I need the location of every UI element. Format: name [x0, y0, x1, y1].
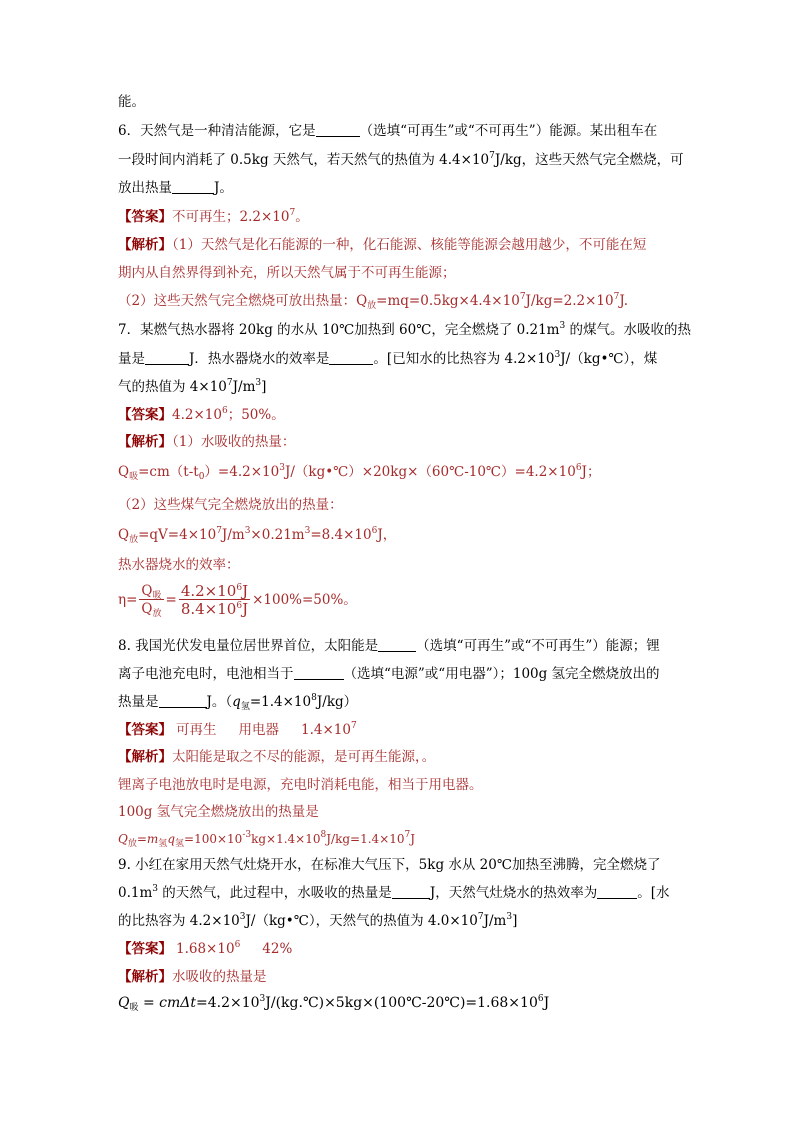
- question-7-line-1: 7．某燃气热水器将 20kg 的水从 10℃加热到 60℃，完全燃烧了 $0.21m^3$ 的煤气。水吸收的热: [118, 321, 691, 338]
- text-line: 能。: [118, 94, 145, 110]
- question-6-line-2: 一段时间内消耗了 0.5kg 天然气，若天然气的热值为 $4.4\times 10^7J/kg$，这些天然气完全燃烧，可: [118, 151, 684, 168]
- answer-blank[interactable]: [172, 179, 214, 194]
- analysis-line: 100g 氢气完全燃烧放出的热量是: [118, 804, 319, 820]
- fraction: $\frac{Q_吸}{Q_放}$: [141, 583, 162, 619]
- question-9-line-1: 9. 小红在家用天然气灶烧开水，在标准大气压下，5kg 水从 20℃加热至沸腾，完全燃烧了: [118, 857, 661, 873]
- analysis-line: 【解析】水吸收的热量是: [118, 969, 267, 985]
- question-8-line-2: 离子电池充电时，电池相当于 （选填“电源”或“用电器”）；100g 氢完全燃烧放出的: [118, 666, 660, 682]
- analysis-line: 期内从自然界得到补充，所以天然气属于不可再生能源；: [118, 265, 456, 281]
- question-8-line-3: 热量是 J。$(q_氢=1.4\times 10^8J/kg)$: [118, 693, 358, 712]
- question-6-line-1: 6．天然气是一种清洁能源，它是 （选填“可再生”或“不可再生”）能源。某出租车在: [118, 123, 658, 139]
- analysis-line: $Q_吸=cm(t-t_0)=4.2\times 10^3J/(kg•℃)\times 20kg\times(60℃-10℃)=4.2\times 10^6J$；: [118, 463, 601, 482]
- answer-blank[interactable]: [329, 350, 373, 365]
- analysis-line: 热水器烧水的效率：: [118, 557, 240, 573]
- analysis-line: $Q_放=qV=4\times 10^7J/m^3\times 0.21m^3=8.4\times 10^6J$，: [118, 526, 397, 545]
- analysis-line: 【解析】（1）水吸收的热量：: [118, 434, 296, 450]
- answer-line: 【答案】 $1.68\times 10^6$ 42%: [118, 940, 293, 957]
- question-8-line-1: 8. 我国光伏发电量位居世界首位，太阳能是 （选填“可再生”或“不可再生”）能源；锂: [118, 638, 660, 654]
- answer-blank[interactable]: [597, 884, 637, 899]
- answer-line: 【答案】不可再生；$2.2\times 10^7$。: [118, 208, 309, 225]
- analysis-line: 【解析】（1）天然气是化石能源的一种，化石能源、核能等能源会越用越少，不可能在短: [118, 237, 647, 253]
- question-7-line-2: 量是 J．热水器烧水的效率是 。[已知水的比热容为 $4.2\times 10^3J/(kg•℃)$，煤: [118, 350, 658, 367]
- efficiency-formula: η= $\frac{Q_吸}{Q_放}$ = $\frac{4.2\times 10^6J}{8.4\times 10^6J}$ ×100%=50%。: [118, 582, 357, 619]
- answer-blank[interactable]: [316, 122, 360, 137]
- fraction: $\frac{4.2\times 10^6J}{8.4\times 10^6J}$: [180, 582, 249, 618]
- analysis-line: $Q_放=m_氢q_氢=100\times 10^{-3}kg\times 1.4\times 10^8J/kg=1.4\times 10^7J$: [118, 830, 416, 849]
- analysis-line: 【解析】太阳能是取之不尽的能源，是可再生能源，。: [118, 749, 436, 765]
- answer-blank[interactable]: [294, 665, 344, 680]
- question-9-line-3: 的比热容为 $4.2\times 10^3J/(kg•℃)$，天然气的热值为 $4.0\times 10^7J/m^3$]: [118, 912, 518, 929]
- analysis-line: 锂离子电池放电时是电源，充电时消耗电能，相当于用电器。: [118, 777, 483, 793]
- analysis-line: （2）这些天然气完全燃烧可放出热量：$Q_放=mq=0.5kg\times 4.4\times 10^7J/kg=2.2\times 10^7J$.: [118, 292, 628, 311]
- answer-blank[interactable]: [159, 693, 207, 708]
- question-6-line-3: 放出热量 J。: [118, 180, 233, 196]
- analysis-line: （2）这些煤气完全燃烧放出的热量：: [118, 497, 343, 513]
- answer-line: 【答案】$4.2\times 10^6$；50%。: [118, 406, 285, 423]
- answer-blank[interactable]: [145, 350, 189, 365]
- heat-formula: $Q_吸$ = $cm\Delta t=4.2\times 10^3J/(kg.℃)\times 5kg\times(100℃-20℃)=1.68\times 10^6J$: [118, 994, 550, 1013]
- answer-blank[interactable]: [378, 637, 416, 652]
- question-9-line-2: $0.1m^3$ 的天然气，此过程中，水吸收的热量是 J，天然气灶烧水的热效率为 。[水: [118, 884, 670, 901]
- question-7-line-3: 气的热值为 $4\times 10^7J/m^3$]: [118, 378, 267, 395]
- answer-blank[interactable]: [392, 884, 430, 899]
- answer-line: 【答案】 可再生 用电器 $1.4\times 10^7$: [118, 721, 357, 738]
